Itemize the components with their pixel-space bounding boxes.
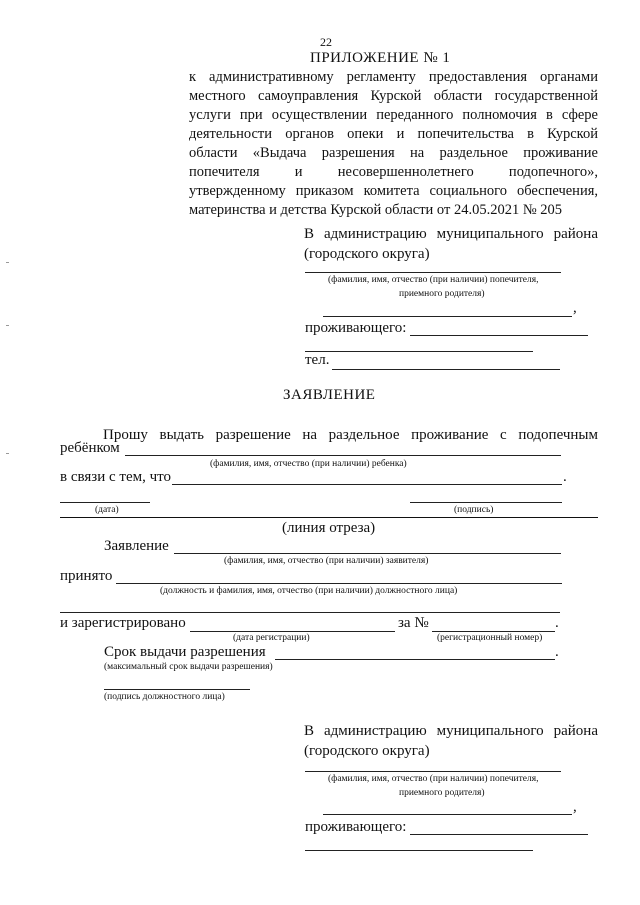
annex-line: материнства и детства Курской области от 24.05.2021 № 205 (189, 202, 563, 218)
reason-period: . (563, 469, 567, 485)
term-hint: (максимальный срок выдачи разрешения) (104, 662, 273, 672)
annex-line: деятельности органов опеки и попечительства в Курской (189, 126, 598, 142)
official-hint: (должность и фамилия, имя, отчество (при наличии) должностного лица) (160, 586, 458, 596)
application-title: ЗАЯВЛЕНИЕ (283, 387, 376, 403)
annex-line: местного самоуправления Курской области государственной (189, 88, 598, 104)
guardian-copy-hint-1: (фамилия, имя, отчество (при наличии) попечителя, (328, 774, 539, 784)
margin-mark (6, 262, 9, 263)
phone-line[interactable] (332, 369, 560, 370)
signature-line[interactable] (410, 502, 562, 503)
term-line[interactable] (275, 659, 555, 660)
applicant-hint: (фамилия, имя, отчество (при наличии) заявителя) (224, 556, 429, 566)
annex-line: услуги при осуществлении переданного полномочия в сфере (189, 107, 598, 123)
addressee-line-1: В администрацию муниципального района (304, 226, 598, 242)
margin-mark (6, 325, 9, 326)
request-child-label: ребёнком (60, 440, 120, 456)
cut-line-label: (линия отреза) (282, 520, 376, 536)
request-text (103, 425, 598, 445)
statement-label: Заявление (104, 538, 169, 554)
guardian-copy-hint-2: приемного родителя) (399, 788, 485, 798)
term-period: . (555, 644, 559, 660)
margin-mark (6, 453, 9, 454)
reason-label: в связи с тем, что (60, 469, 171, 485)
official-signature-line[interactable] (104, 689, 250, 690)
date-line[interactable] (60, 502, 150, 503)
registered-label: и зарегистрировано (60, 615, 186, 631)
comma-copy: , (573, 799, 577, 815)
child-hint: (фамилия, имя, отчество (при наличии) ребенка) (210, 459, 407, 469)
guardian-name-line-2[interactable] (323, 316, 572, 317)
reg-number-hint: (регистрационный номер) (437, 633, 543, 643)
residing-line[interactable] (410, 335, 588, 336)
reg-number-line[interactable] (432, 631, 555, 632)
guardian-hint-2: приемного родителя) (399, 289, 485, 299)
number-label: за № (398, 615, 429, 631)
residing-line-2[interactable] (305, 351, 533, 352)
annex-line: утвержденному приказом комитета социального обеспечения, (189, 183, 598, 199)
guardian-copy-name-line[interactable] (305, 771, 561, 772)
accepted-label: принято (60, 568, 113, 584)
annex-line: области «Выдача разрешения на раздельное проживание (189, 145, 598, 161)
reg-number-period: . (555, 615, 559, 631)
official-line-2[interactable] (60, 612, 560, 613)
official-line[interactable] (116, 583, 562, 584)
residing-copy-label: проживающего: (305, 819, 407, 835)
addressee-line-2: (городского округа) (304, 246, 430, 262)
residing-copy-line[interactable] (410, 834, 588, 835)
cut-line-rule (60, 517, 598, 518)
reason-line[interactable] (172, 484, 562, 485)
child-name-line[interactable] (125, 455, 561, 456)
residing-copy-line-2[interactable] (305, 850, 533, 851)
addressee-block (304, 224, 598, 264)
comma: , (573, 300, 577, 316)
term-label: Срок выдачи разрешения (104, 644, 266, 660)
reg-date-hint: (дата регистрации) (233, 633, 310, 643)
request-line-1: Прошу выдать разрешение на раздельное проживание с подопечным (103, 427, 598, 443)
signature-hint: (подпись) (454, 505, 494, 515)
official-signature-hint: (подпись должностного лица) (104, 692, 225, 702)
residing-label: проживающего: (305, 320, 407, 336)
guardian-copy-name-line-2[interactable] (323, 814, 572, 815)
page-number: 22 (320, 35, 332, 49)
addressee-copy-line-1: В администрацию муниципального района (304, 723, 598, 739)
annex-title: ПРИЛОЖЕНИЕ № 1 (310, 50, 451, 66)
date-hint: (дата) (95, 505, 119, 515)
applicant-name-line[interactable] (174, 553, 561, 554)
reg-date-line[interactable] (190, 631, 395, 632)
addressee-copy-line-2: (городского округа) (304, 743, 430, 759)
guardian-hint-1: (фамилия, имя, отчество (при наличии) попечителя, (328, 275, 539, 285)
annex-text (189, 68, 598, 220)
phone-label: тел. (305, 352, 330, 368)
annex-line: попечителя и несовершеннолетнего подопечного», (189, 164, 598, 180)
annex-line: к административному регламенту предоставления органами (189, 69, 598, 85)
guardian-name-line[interactable] (305, 272, 561, 273)
addressee-block-copy (304, 721, 598, 761)
